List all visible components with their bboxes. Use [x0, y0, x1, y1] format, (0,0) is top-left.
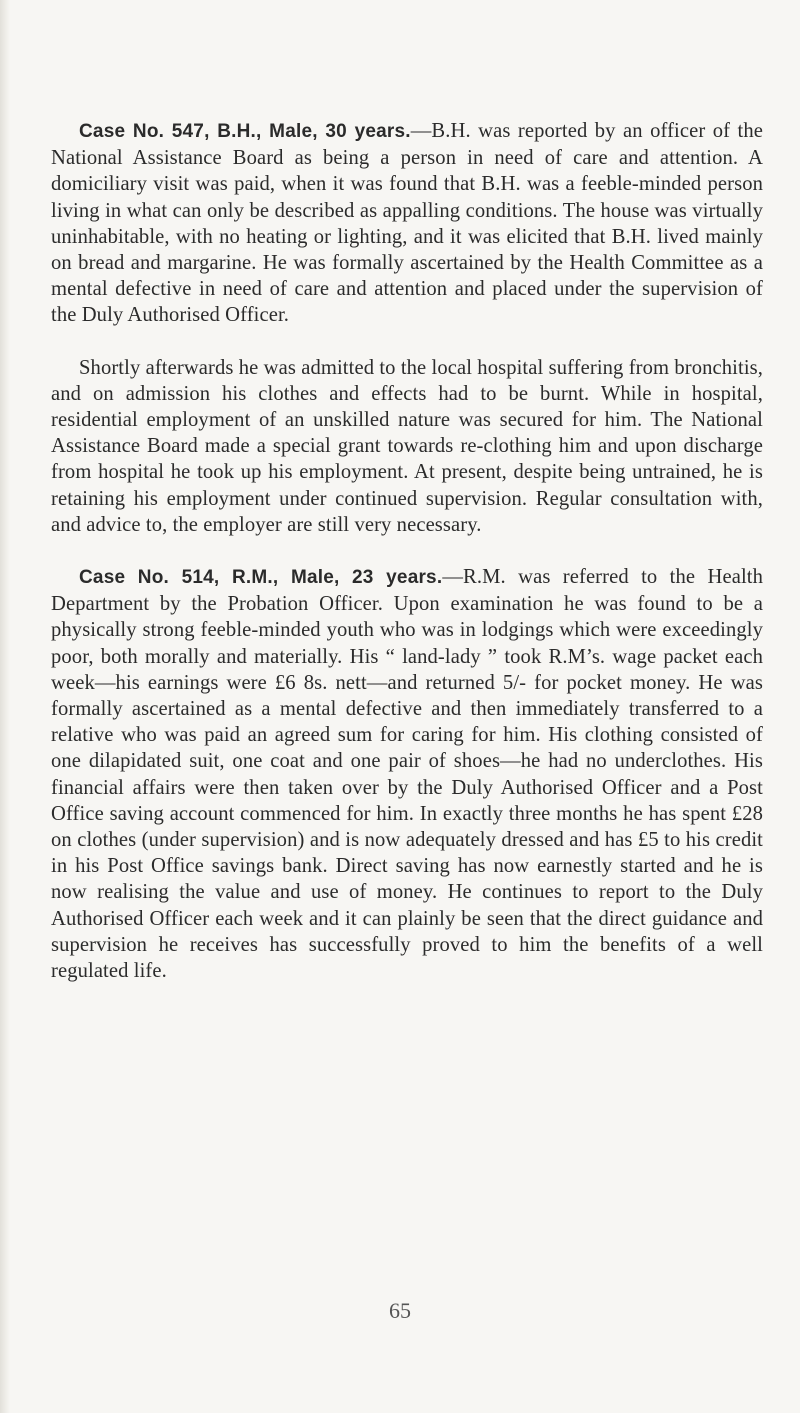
case-547-text-2: Shortly afterwards he was admitted to the local hospital suffering from bronchitis, and on admission his clothes and effects had to be burnt. While in hospital, residential employment of an unskilled nature was secured for him. The National Assistance Board made a special grant towards re-clothing him and upon discharge from hospital he took up his employment. At present, despite being untrained, he is retaining his employment under continued supervision. Regular consultation with, and advice to, the employer are still very necessary. [51, 356, 763, 536]
case-514-text-1: —R.M. was referred to the Health Department by the Probation Officer. Upon examination he was found to be a physically strong feeble-minded youth who was in lodgings which were exceedingly poor, both morally and materially. His “ land-lady ” took R.M’s. wage packet each week—his earnings were £6 8s. nett—and returned 5/- for pocket money. He was formally ascertained as a mental defective and then immediately transferred to a relative who was paid an agreed sum for caring for him. His clothing consisted of one dilapidated suit, one coat and one pair of shoes—he had no underclothes. His financial affairs were then taken over by the Duly Authorised Officer and a Post Office saving account commenced for him. In exactly three months he has spent £28 on clothes (under supervision) and is now adequately dressed and has £5 to his credit in his Post Office savings bank. Direct saving has now earnestly started and he is now realising the value and use of money. He continues to report to the Duly Authorised Officer each week and it can plainly be seen that the direct guidance and supervision he receives has successfully proved to him the benefits of a well regulated life. [51, 566, 763, 983]
case-547-text-1: —B.H. was reported by an officer of the National Assistance Board as being a person in need of care and attention. A domiciliary visit was paid, when it was found that B.H. was a feeble-minded person living in what can only be described as appalling conditions. The house was virtually uninhabitable, with no heating or lighting, and it was elicited that B.H. lived mainly on bread and margarine. He was formally ascertained by the Health Committee as a mental defective in need of care and attention and placed under the supervision of the Duly Authorised Officer. [51, 120, 763, 327]
case-547-paragraph-1 [51, 118, 763, 329]
page-binding-edge [0, 0, 10, 1413]
case-514-paragraph-1 [51, 564, 763, 984]
case-514-heading: Case No. 514, R.M., Male, 23 years. [79, 567, 443, 589]
document-body [51, 118, 763, 984]
case-547-paragraph-2 [51, 355, 763, 538]
page-number: 65 [389, 1298, 411, 1323]
case-547-heading: Case No. 547, B.H., Male, 30 years. [79, 121, 411, 142]
